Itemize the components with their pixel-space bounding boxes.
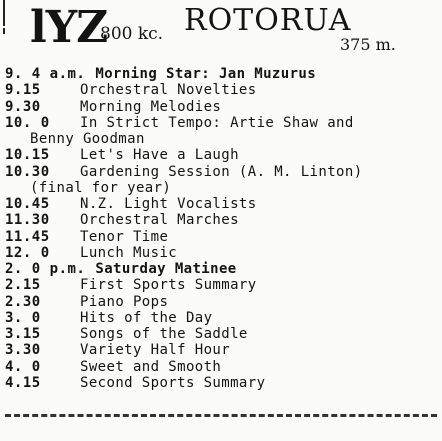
schedule-time: 2.15 [5,277,41,294]
schedule-program: Songs of the Saddle [80,326,248,342]
schedule-time: 3.30 [5,342,41,359]
schedule-time: 3. 0 [5,309,41,326]
schedule-program: Tenor Time [80,228,169,245]
schedule-time: 10.45 [5,196,50,212]
station-callsign: lYZ [30,2,108,53]
schedule-program: Benny Goodman [30,131,145,147]
station-city: ROTORUA [184,3,352,38]
schedule-time: 11.30 [5,212,50,229]
schedule-time: 4. 0 [5,358,41,375]
schedule-program: Morning Star: Jan Muzurus [95,66,317,82]
schedule-row [0,212,442,228]
program-schedule [0,66,442,391]
schedule-program: Sweet and Smooth [80,358,222,375]
schedule-program: First Sports Summary [80,277,257,294]
schedule-row [0,82,442,98]
schedule-program: Saturday Matinee [95,261,237,277]
schedule-program: Orchestral Novelties [80,82,257,99]
schedule-row [0,66,442,82]
schedule-program: Orchestral Marches [80,212,239,229]
schedule-row [0,245,442,261]
schedule-time: 2. 0 p.m. [5,261,86,277]
schedule-time: 12. 0 [5,244,50,261]
schedule-row [0,359,442,375]
schedule-time: 9.15 [5,82,41,99]
schedule-row [0,277,442,293]
schedule-program: Second Sports Summary [80,374,266,391]
schedule-row [0,342,442,358]
schedule-program: (final for year) [30,179,172,196]
schedule-time: 2.30 [5,293,41,310]
station-wavelength: 375 m. [340,35,396,54]
schedule-row [0,131,442,147]
schedule-time: 9. 4 a.m. [5,66,86,82]
station-frequency: 800 kc. [100,24,164,44]
schedule-time: 10.30 [5,163,50,180]
schedule-row [0,196,442,212]
schedule-row [0,326,442,342]
schedule-time: 10. 0 [5,114,50,131]
schedule-program: In Strict Tempo: Artie Shaw and [80,114,354,131]
schedule-program: Morning Melodies [80,98,222,115]
schedule-time: 3.15 [5,326,41,342]
schedule-time: 4.15 [5,374,41,391]
left-edge-mark [3,0,5,26]
schedule-row [0,147,442,163]
schedule-program: N.Z. Light Vocalists [80,196,257,212]
schedule-row [0,164,442,180]
schedule-program: Hits of the Day [80,309,213,326]
schedule-program: Gardening Session (A. M. Linton) [80,163,363,180]
schedule-program: Lunch Music [80,244,178,261]
schedule-program: Let's Have a Laugh [80,147,239,164]
schedule-row [0,99,442,115]
schedule-row [0,261,442,277]
schedule-time: 11.45 [5,228,50,245]
schedule-program: Piano Pops [80,293,169,310]
schedule-row [0,115,442,131]
schedule-row [0,310,442,326]
schedule-row [0,294,442,310]
schedule-program: Variety Half Hour [80,342,231,359]
schedule-row [0,229,442,245]
schedule-row [0,375,442,391]
schedule-time: 10.15 [5,147,50,164]
schedule-time: 9.30 [5,98,41,115]
schedule-row [0,180,442,196]
left-edge-mark [3,28,5,34]
divider-rule [5,409,437,417]
